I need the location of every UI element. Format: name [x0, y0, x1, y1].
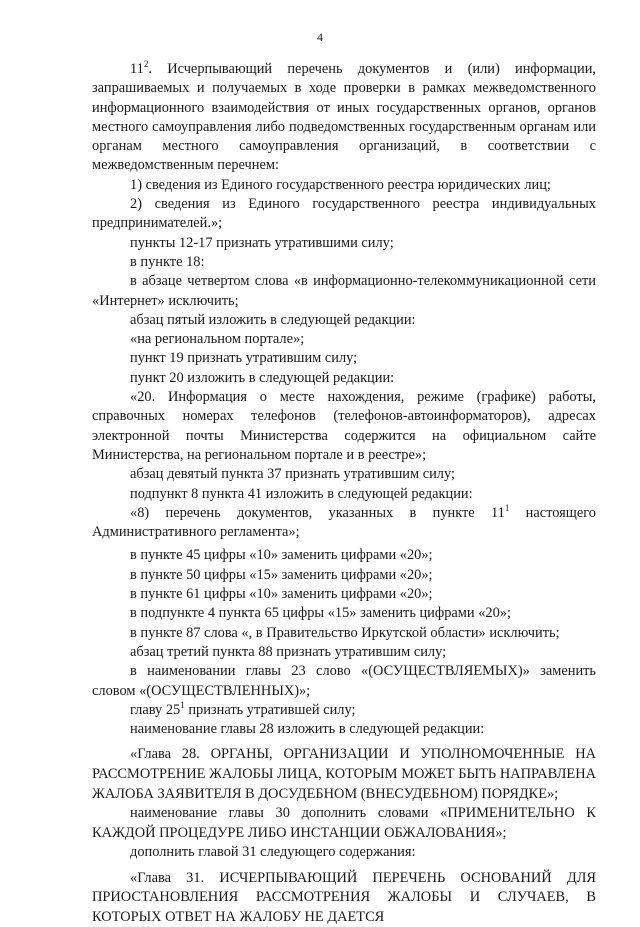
text-run: дополнить главой 31 следующего содержания:: [130, 844, 416, 861]
paragraph-p2: [92, 176, 596, 195]
text-run: пункт 19 признать утратившим силу;: [130, 350, 358, 367]
text-run: в абзаце четвертом слова «в информационно-телекоммуникационной сети «Интернет» исключить;: [92, 273, 596, 309]
superscript: 2: [143, 59, 149, 70]
paragraph-p7: [92, 311, 596, 330]
paragraph-p8: [92, 330, 596, 349]
paragraph-p17: [92, 585, 596, 604]
text-run: в наименовании главы 23 слово «(ОСУЩЕСТВЛЯЕМЫХ)» заменить словом «(ОСУЩЕСТВЛЕННЫХ)»;: [92, 663, 596, 699]
paragraph-p15: [92, 546, 596, 565]
paragraph-p21: [92, 662, 596, 701]
paragraph-p25: [92, 804, 596, 843]
text-run: в пункте 18:: [130, 253, 205, 270]
document-body: [92, 60, 596, 927]
page-number: 4: [317, 30, 323, 44]
text-run: наименование главы 30 дополнить словами «ПРИМЕНИТЕЛЬНО К КАЖДОЙ ПРОЦЕДУРЕ ЛИБО ИНСТАНЦИИ ОБЖАЛОВАНИЯ»;: [92, 805, 596, 841]
text-run: в пункте 45 цифры «10» заменить цифрами «20»;: [130, 547, 433, 564]
text-run: «Глава 28. ОРГАНЫ, ОРГАНИЗАЦИИ И УПОЛНОМОЧЕННЫЕ НА РАССМОТРЕНИЕ ЖАЛОБЫ ЛИЦА, КОТОРЫМ МОЖЕТ БЫТЬ НАПРАВЛЕНА ЖАЛОБА ЗАЯВИТЕЛЯ В ДОСУДЕБНОМ (ВНЕСУДЕБНОМ) ПОРЯДКЕ»;: [92, 746, 596, 802]
text-run: настоящего Административного регламента»;: [92, 504, 596, 541]
paragraph-p13: [92, 485, 596, 504]
text-run: абзац третий пункта 88 признать утратившим силу;: [130, 643, 447, 660]
paragraph-p26: [92, 843, 596, 862]
text-run: 11: [130, 61, 144, 77]
paragraph-p11: [92, 388, 596, 465]
paragraph-p10: [92, 369, 596, 388]
text-run: 1) сведения из Единого государственного реестра юридических лиц;: [130, 176, 551, 193]
text-run: «20. Информация о месте нахождения, режиме (графике) работы, справочных номерах телефонов (телефонов-автоинформаторов), адресах электронной почты Министерства содержится на официальном сайте Министерства, на региональном портале и в реестре»;: [92, 389, 596, 463]
paragraph-p6: [92, 272, 596, 311]
text-run: в пункте 61 цифры «10» заменить цифрами «20»;: [130, 586, 433, 603]
text-run: абзац девятый пункта 37 признать утратившим силу;: [130, 466, 455, 483]
text-run: в пункте 87 слова «, в Правительство Иркутской области» исключить;: [130, 624, 560, 641]
text-run: «8) перечень документов, указанных в пункте 11: [130, 504, 505, 521]
text-run: «Глава 31. ИСЧЕРПЫВАЮЩИЙ ПЕРЕЧЕНЬ ОСНОВАНИЙ ДЛЯ ПРИОСТАНОВЛЕНИЯ РАССМОТРЕНИЯ ЖАЛОБЫ И СЛУЧАЕВ, В КОТОРЫХ ОТВЕТ НА ЖАЛОБУ НЕ ДАЕТСЯ: [92, 869, 596, 925]
paragraph-p27: [92, 869, 596, 927]
text-run: абзац пятый изложить в следующей редакции:: [130, 311, 416, 328]
text-run: в подпункте 4 пункта 65 цифры «15» заменить цифрами «20»;: [130, 605, 511, 622]
paragraph-p12: [92, 465, 596, 484]
text-run: «на региональном портале»;: [130, 331, 305, 348]
text-run: пункты 12-17 признать утратившими силу;: [130, 234, 394, 251]
paragraph-p1: [92, 60, 596, 176]
superscript: 1: [180, 700, 185, 710]
text-run: пункт 20 изложить в следующей редакции:: [130, 369, 395, 386]
text-run: в пункте 50 цифры «15» заменить цифрами «20»;: [130, 566, 433, 583]
superscript: 1: [504, 503, 510, 514]
text-run: 2) сведения из Единого государственного реестра индивидуальных предпринимателей.»;: [92, 196, 596, 232]
paragraph-p4: [92, 234, 596, 253]
paragraph-p23: [92, 720, 596, 739]
text-run: признать утратившей силу;: [184, 701, 356, 718]
paragraph-p19: [92, 624, 596, 643]
text-run: наименование главы 28 изложить в следующей редакции:: [130, 721, 485, 738]
text-run: главу 25: [130, 701, 181, 718]
paragraph-p3: [92, 195, 596, 234]
paragraph-p5: [92, 253, 596, 272]
paragraph-p9: [92, 349, 596, 368]
paragraph-p20: [92, 643, 596, 662]
text-run: подпункт 8 пункта 41 изложить в следующей редакции:: [130, 485, 473, 502]
paragraph-p14: [92, 504, 596, 543]
text-run: . Исчерпывающий перечень документов и (или) информации, запрашиваемых и получаемых в ходе проверки в рамках межведомственного информационного взаимодействия от иных государственных органов, органов местного самоуправления либо подведомственных государственным органам или органам местного самоуправления организаций, в соответствии с межведомственным перечнем:: [92, 61, 596, 174]
paragraph-p24: [92, 745, 596, 804]
paragraph-p16: [92, 566, 596, 585]
paragraph-p18: [92, 604, 596, 623]
paragraph-p22: [92, 701, 596, 720]
